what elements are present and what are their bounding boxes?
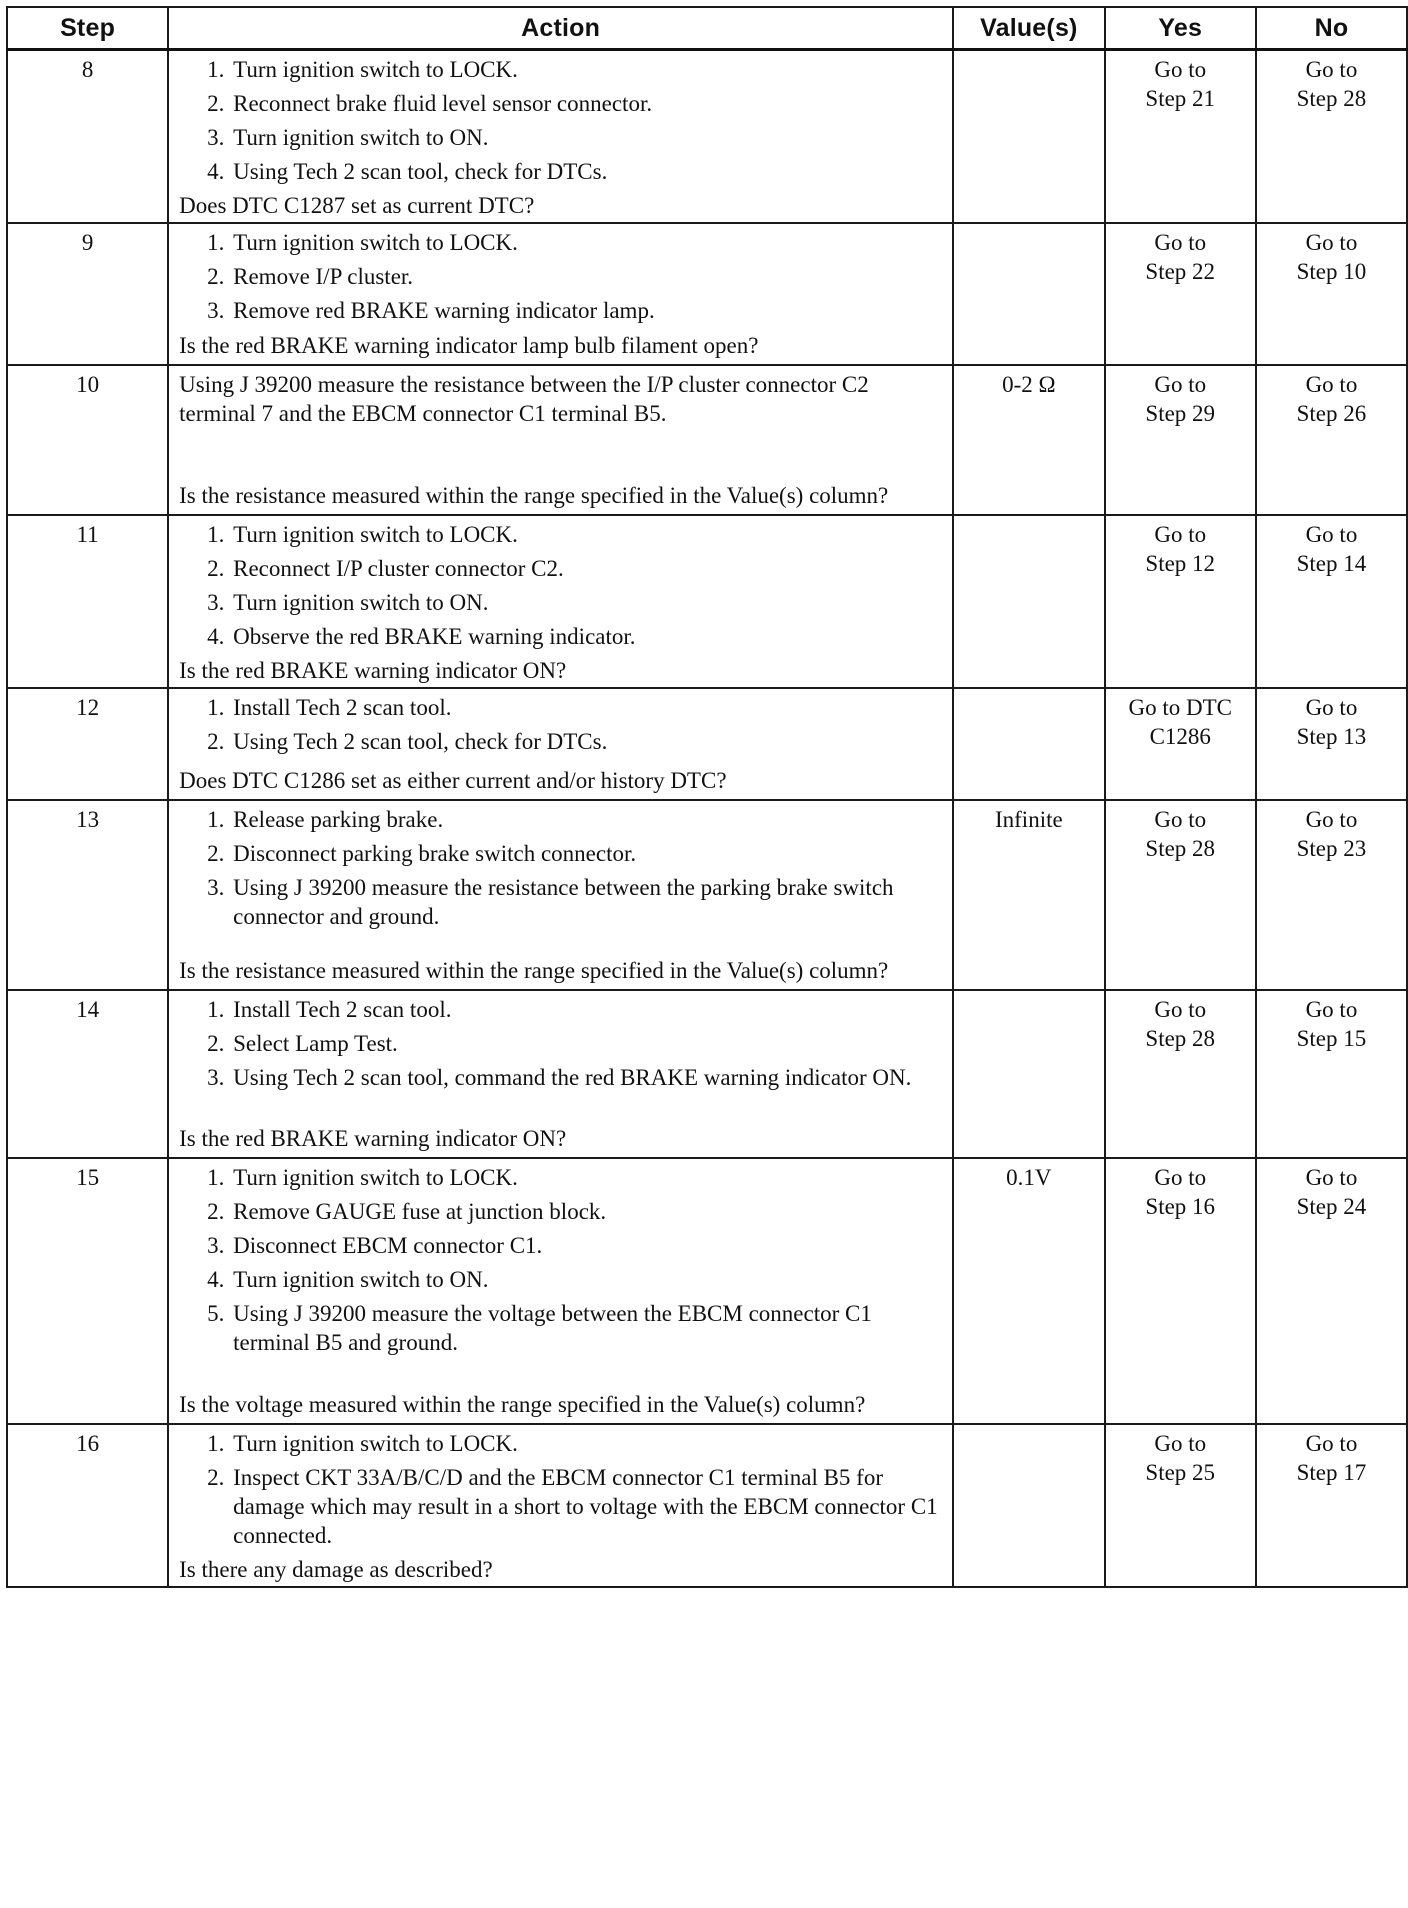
action-step-number: 2. [207,91,225,116]
yes-cell [1105,1158,1256,1424]
yes-goto: Go to [1154,1165,1207,1190]
action-step [207,693,944,722]
action-step-number: 3. [207,1065,225,1090]
action-step-text: Using Tech 2 scan tool, command the red BRAKE warning indicator ON. [233,1065,912,1090]
action-step-number: 4. [207,159,225,184]
value-cell: 0.1V [953,1158,1105,1424]
no-cell [1256,1158,1407,1424]
table-row [7,800,1407,990]
action-step-text: Turn ignition switch to ON. [233,1267,489,1292]
action-content [179,228,944,360]
table-row [7,223,1407,365]
table-row [7,688,1407,800]
action-step [207,1029,944,1058]
action-step-text: Release parking brake. [233,807,444,832]
step-number: 14 [7,990,168,1158]
table-row [7,1424,1407,1587]
action-step-text: Remove GAUGE fuse at junction block. [233,1199,607,1224]
action-step-text: Turn ignition switch to LOCK. [233,57,518,82]
no-goto: Go to [1305,807,1358,832]
action-step [207,123,944,152]
yes-goto: Step 21 [1145,86,1216,111]
action-content [179,693,944,795]
value-cell: 0-2 Ω [953,365,1105,515]
action-step [207,520,944,549]
value-cell [953,688,1105,800]
value-cell: Infinite [953,800,1105,990]
no-goto: Go to [1305,57,1358,82]
action-instructions [179,805,944,936]
action-question: Does DTC C1286 set as either current and/or history DTC? [179,768,727,793]
action-step-number: 1. [207,1431,225,1456]
diagnostic-table [6,6,1408,1588]
value-cell [953,50,1105,224]
action-step [207,296,944,325]
no-goto: Go to [1305,695,1358,720]
action-instructions [179,1429,944,1555]
action-steps [179,520,944,651]
action-step-number: 4. [207,624,225,649]
action-step [207,588,944,617]
action-step [207,1463,944,1550]
action-step [207,1265,944,1294]
action-step [207,55,944,84]
action-step [207,1163,944,1192]
action-step-text: Using Tech 2 scan tool, check for DTCs. [233,159,608,184]
action-step-text: Turn ignition switch to LOCK. [233,1431,518,1456]
action-step [207,805,944,834]
action-step [207,873,944,931]
action-cell [168,365,953,515]
no-goto: Go to [1305,1431,1358,1456]
step-number: 13 [7,800,168,990]
action-question: Is the red BRAKE warning indicator ON? [179,658,567,683]
yes-goto: Go to [1154,1431,1207,1456]
action-steps [179,1163,944,1357]
no-goto: Go to [1305,522,1358,547]
action-step-text: Turn ignition switch to ON. [233,590,489,615]
action-step-number: 2. [207,1031,225,1056]
action-step-number: 2. [207,841,225,866]
action-step-text: Disconnect EBCM connector C1. [233,1233,543,1258]
action-step-number: 3. [207,1233,225,1258]
action-content [179,520,944,685]
action-step-text: Reconnect brake fluid level sensor connector. [233,91,653,116]
step-number: 15 [7,1158,168,1424]
yes-goto: Go to [1154,230,1207,255]
step-number: 10 [7,365,168,515]
step-number: 12 [7,688,168,800]
action-step [207,1231,944,1260]
yes-goto: Go to DTC [1128,695,1232,720]
action-cell [168,1424,953,1587]
header-step: Step [7,7,168,50]
no-goto: Step 23 [1296,836,1367,861]
action-step [207,554,944,583]
yes-goto: Go to [1154,57,1207,82]
yes-cell [1105,800,1256,990]
action-step-number: 2. [207,1199,225,1224]
yes-goto: Step 29 [1145,401,1216,426]
action-steps [179,55,944,186]
action-cell [168,800,953,990]
action-steps [179,1429,944,1550]
table-row [7,365,1407,515]
action-content [179,370,944,510]
action-step-number: 3. [207,590,225,615]
action-steps [179,228,944,325]
no-goto: Go to [1305,997,1358,1022]
table-body [7,50,1407,1588]
step-number: 9 [7,223,168,365]
action-instructions [179,1163,944,1362]
yes-goto: C1286 [1149,724,1211,749]
yes-goto: Step 12 [1145,551,1216,576]
header-yes: Yes [1105,7,1256,50]
no-cell [1256,515,1407,688]
yes-goto: Step 28 [1145,1026,1216,1051]
action-question: Is the resistance measured within the range specified in the Value(s) column? [179,483,889,508]
action-cell [168,990,953,1158]
no-cell [1256,365,1407,515]
action-instructions [179,520,944,656]
action-step-number: 1. [207,997,225,1022]
value-cell [953,990,1105,1158]
action-instructions [179,228,944,330]
step-number: 11 [7,515,168,688]
yes-goto: Step 28 [1145,836,1216,861]
action-step [207,1429,944,1458]
action-content [179,1163,944,1419]
action-question: Is the red BRAKE warning indicator lamp bulb filament open? [179,333,759,358]
action-step-number: 1. [207,57,225,82]
action-instructions [179,693,944,761]
no-goto: Step 15 [1296,1026,1367,1051]
yes-goto: Go to [1154,997,1207,1022]
value-cell [953,1424,1105,1587]
action-steps [179,805,944,931]
action-step [207,157,944,186]
no-cell [1256,990,1407,1158]
action-instructions [179,55,944,191]
yes-cell [1105,1424,1256,1587]
action-step-number: 1. [207,1165,225,1190]
action-step [207,839,944,868]
action-step-number: 4. [207,1267,225,1292]
action-steps [179,995,944,1092]
action-step-number: 5. [207,1301,225,1326]
table-row [7,50,1407,224]
action-question: Is the red BRAKE warning indicator ON? [179,1126,567,1151]
action-step-number: 2. [207,729,225,754]
action-step [207,89,944,118]
action-question: Is the voltage measured within the range specified in the Value(s) column? [179,1392,866,1417]
action-content [179,805,944,985]
action-step [207,1197,944,1226]
yes-goto: Step 16 [1145,1194,1216,1219]
action-step-number: 3. [207,875,225,900]
no-goto: Step 24 [1296,1194,1367,1219]
no-goto: Go to [1305,230,1358,255]
yes-cell [1105,50,1256,224]
action-step-number: 2. [207,556,225,581]
action-step-text: Reconnect I/P cluster connector C2. [233,556,564,581]
action-question: Is there any damage as described? [179,1557,493,1582]
yes-goto: Step 22 [1145,259,1216,284]
no-goto: Step 28 [1296,86,1367,111]
action-step [207,1063,944,1092]
no-goto: Step 13 [1296,724,1367,749]
action-step-number: 1. [207,807,225,832]
yes-goto: Go to [1154,522,1207,547]
no-cell [1256,1424,1407,1587]
action-step-number: 3. [207,125,225,150]
no-cell [1256,50,1407,224]
action-cell [168,50,953,224]
action-step-text: Install Tech 2 scan tool. [233,695,452,720]
action-step-text: Remove red BRAKE warning indicator lamp. [233,298,655,323]
yes-cell [1105,223,1256,365]
no-goto: Step 14 [1296,551,1367,576]
header-no: No [1256,7,1407,50]
action-step-text: Turn ignition switch to LOCK. [233,522,518,547]
no-goto: Step 17 [1296,1460,1367,1485]
header-action: Action [168,7,953,50]
action-step-number: 1. [207,230,225,255]
action-step-text: Select Lamp Test. [233,1031,398,1056]
action-step-text: Turn ignition switch to LOCK. [233,1165,518,1190]
no-goto: Step 26 [1296,401,1367,426]
action-step-text: Observe the red BRAKE warning indicator. [233,624,636,649]
value-cell [953,515,1105,688]
action-content [179,55,944,220]
action-content [179,995,944,1153]
action-cell [168,1158,953,1424]
action-cell [168,688,953,800]
action-step-text: Disconnect parking brake switch connector. [233,841,637,866]
no-goto: Step 10 [1296,259,1367,284]
action-step-text: Inspect CKT 33A/B/C/D and the EBCM connector C1 terminal B5 for damage which may result in a short to voltage with the EBCM connector C1 connected. [233,1465,938,1548]
action-step-text: Using Tech 2 scan tool, check for DTCs. [233,729,608,754]
action-step-number: 2. [207,1465,225,1490]
yes-cell [1105,515,1256,688]
no-goto: Go to [1305,372,1358,397]
no-cell [1256,223,1407,365]
action-step [207,622,944,651]
yes-cell [1105,365,1256,515]
action-steps [179,693,944,756]
header-values: Value(s) [953,7,1105,50]
action-step-text: Turn ignition switch to ON. [233,125,489,150]
action-cell [168,515,953,688]
action-step-text: Install Tech 2 scan tool. [233,997,452,1022]
action-step-text: Remove I/P cluster. [233,264,414,289]
action-paragraph: Using J 39200 measure the resistance between the I/P cluster connector C2 terminal 7 and the EBCM connector C1 terminal B5. [179,372,869,426]
action-question: Does DTC C1287 set as current DTC? [179,193,535,218]
action-step [207,228,944,257]
action-step-text: Using J 39200 measure the voltage between the EBCM connector C1 terminal B5 and ground. [233,1301,872,1355]
action-step-number: 3. [207,298,225,323]
action-step-number: 2. [207,264,225,289]
step-number: 8 [7,50,168,224]
action-step [207,995,944,1024]
yes-goto: Go to [1154,372,1207,397]
table-row [7,990,1407,1158]
step-number: 16 [7,1424,168,1587]
header-row [7,7,1407,50]
action-step-text: Using J 39200 measure the resistance between the parking brake switch connector and ground. [233,875,894,929]
action-step [207,262,944,291]
action-step [207,727,944,756]
action-cell [168,223,953,365]
no-goto: Go to [1305,1165,1358,1190]
yes-goto: Step 25 [1145,1460,1216,1485]
value-cell [953,223,1105,365]
no-cell [1256,688,1407,800]
yes-cell [1105,688,1256,800]
yes-goto: Go to [1154,807,1207,832]
action-instructions [179,995,944,1097]
action-instructions [179,370,944,428]
yes-cell [1105,990,1256,1158]
action-step-number: 1. [207,695,225,720]
action-content [179,1429,944,1584]
action-step-number: 1. [207,522,225,547]
action-question: Is the resistance measured within the range specified in the Value(s) column? [179,958,889,983]
action-step-text: Turn ignition switch to LOCK. [233,230,518,255]
no-cell [1256,800,1407,990]
action-step [207,1299,944,1357]
table-row [7,515,1407,688]
table-row [7,1158,1407,1424]
